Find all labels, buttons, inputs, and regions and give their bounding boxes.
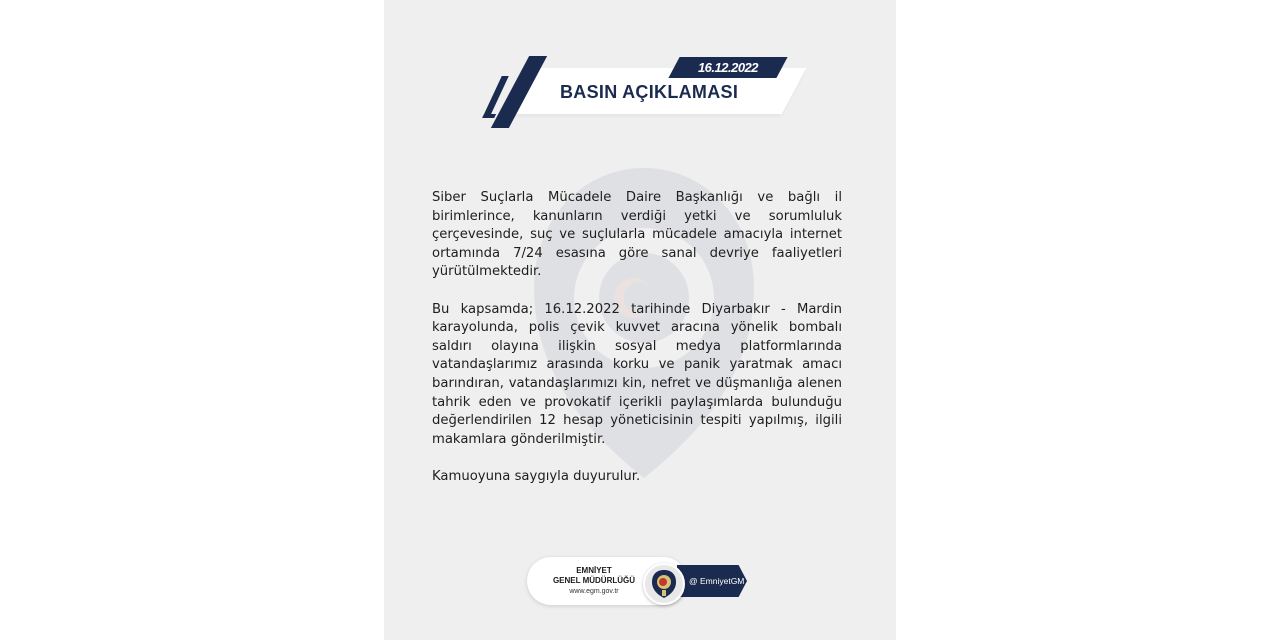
paragraph-2: Bu kapsamda; 16.12.2022 tarihinde Diyarbakır - Mardin karayolunda, polis çevik kuvvet aracına yönelik bombalı saldırı olayına ilişkin sosyal medya platformlarında vatandaşlarımız arasında korku ve panik yaratmak amacı barındıran, vatandaşlarımızı kin, nefret ve düşmanlığa alenen tahrik eden ve provokatif içerikli paylaşımlarda bulunduğu değerlendirilen 12 hesap yöneticisinin tespiti yapılmış, ilgili makamlara gönderilmiştir. <box>432 301 842 447</box>
release-date: 16.12.2022 <box>697 60 759 75</box>
press-release-card <box>384 0 896 640</box>
footer-signature <box>527 557 757 607</box>
page-title: BASIN AÇIKLAMASI <box>560 82 739 102</box>
police-badge-icon <box>643 563 685 605</box>
social-handle[interactable]: @ EmniyetGM <box>689 576 745 586</box>
press-release-body <box>432 189 842 505</box>
police-emblem-graphic <box>645 565 683 603</box>
org-name-line1: EMNİYET <box>576 566 612 575</box>
closing-line: Kamuoyuna saygıyla duyurulur. <box>432 468 641 484</box>
org-website[interactable]: www.egm.gov.tr <box>569 588 619 595</box>
paragraph-1: Siber Suçlarla Mücadele Daire Başkanlığı ve bağlı il birimlerince, kanunların verdiği yetki ve sorumluluk çerçevesinde, suç ve suçlularla mücadele amacıyla internet ortamında 7/24 esasına göre sanal devriye faaliyetleri yürütülmektedir. <box>432 190 842 280</box>
org-name <box>539 566 649 586</box>
org-name-line2: GENEL MÜDÜRLÜĞÜ <box>552 576 636 585</box>
